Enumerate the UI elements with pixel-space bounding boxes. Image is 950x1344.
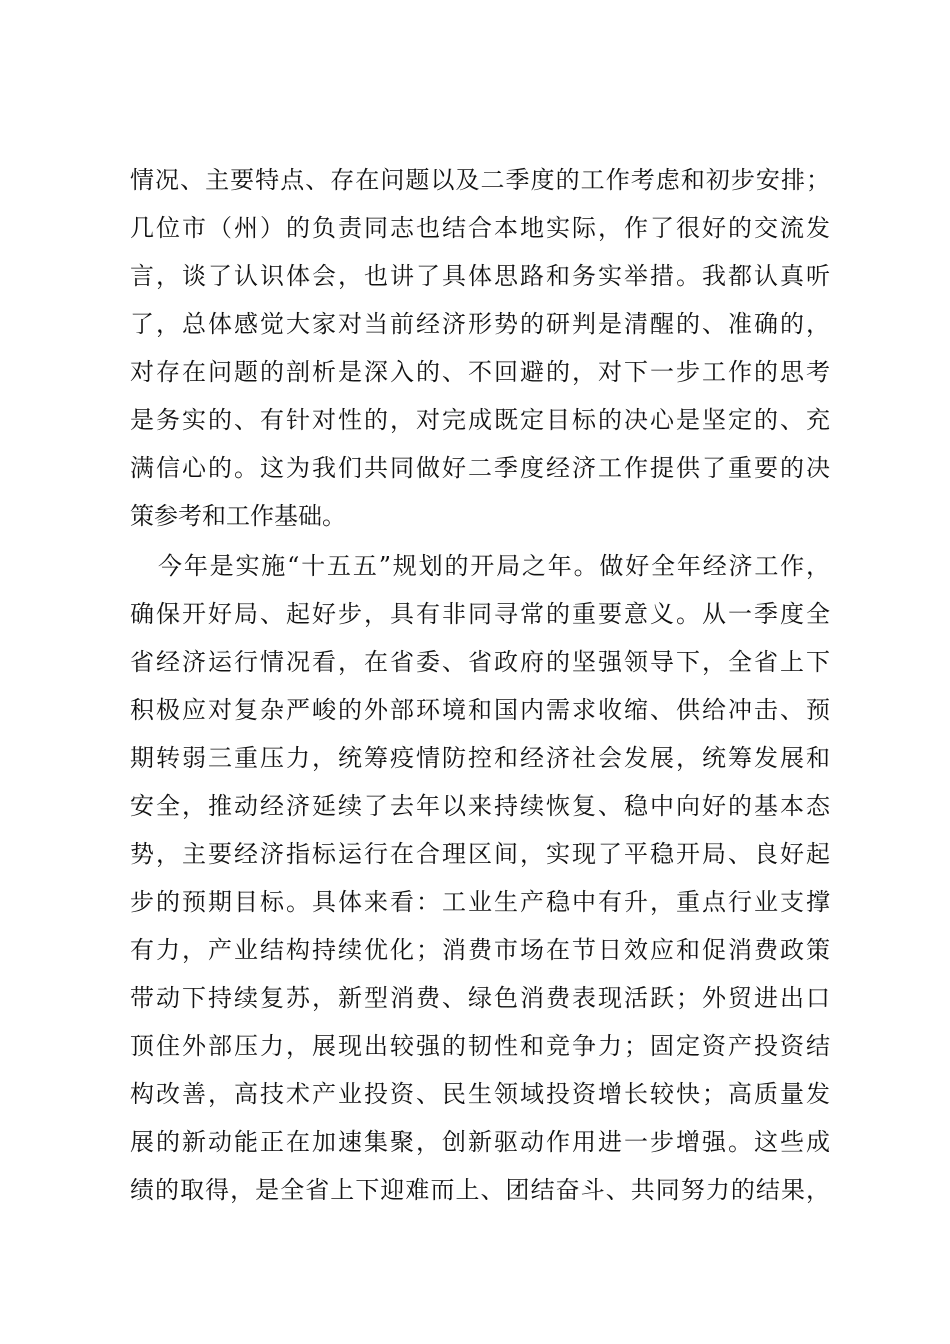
text-line: 几位市（州）的负责同志也结合本地实际，作了很好的交流发 [130, 214, 830, 242]
text-line: 势，主要经济指标运行在合理区间，实现了平稳开局、良好起 [130, 840, 830, 868]
text-line: 构改善，高技术产业投资、民生领域投资增长较快；高质量发 [130, 1080, 830, 1108]
text-line: 满信心的。这为我们共同做好二季度经济工作提供了重要的决 [130, 454, 830, 482]
text-line: 绩的取得，是全省上下迎难而上、团结奋斗、共同努力的结果， [130, 1176, 830, 1204]
text-line: 安全，推动经济延续了去年以来持续恢复、稳中向好的基本态 [130, 792, 830, 820]
text-line: 今年是实施“十五五”规划的开局之年。做好全年经济工作， [158, 552, 830, 580]
paragraph-1 [130, 156, 830, 540]
text-line: 言，谈了认识体会，也讲了具体思路和务实举措。我都认真听 [130, 262, 830, 290]
document-body [130, 156, 830, 1214]
text-line: 带动下持续复苏，新型消费、绿色消费表现活跃；外贸进出口 [130, 984, 830, 1012]
text-line: 是务实的、有针对性的，对完成既定目标的决心是坚定的、充 [130, 406, 830, 434]
text-line: 省经济运行情况看，在省委、省政府的坚强领导下，全省上下 [130, 648, 830, 676]
text-line: 顶住外部压力，展现出较强的韧性和竞争力；固定资产投资结 [130, 1032, 830, 1060]
text-line: 对存在问题的剖析是深入的、不回避的，对下一步工作的思考 [130, 358, 830, 386]
text-line: 步的预期目标。具体来看：工业生产稳中有升，重点行业支撑 [130, 888, 830, 916]
text-line: 期转弱三重压力，统筹疫情防控和经济社会发展，统筹发展和 [130, 744, 830, 772]
text-line: 情况、主要特点、存在问题以及二季度的工作考虑和初步安排； [130, 166, 830, 194]
text-line: 展的新动能正在加速集聚，创新驱动作用进一步增强。这些成 [130, 1128, 830, 1156]
paragraph-2 [130, 542, 830, 1214]
text-line: 了，总体感觉大家对当前经济形势的研判是清醒的、准确的， [130, 310, 830, 338]
text-line: 积极应对复杂严峻的外部环境和国内需求收缩、供给冲击、预 [130, 696, 830, 724]
text-line: 确保开好局、起好步，具有非同寻常的重要意义。从一季度全 [130, 600, 830, 628]
text-line: 有力，产业结构持续优化；消费市场在节日效应和促消费政策 [130, 936, 830, 964]
text-line: 策参考和工作基础。 [130, 502, 346, 530]
